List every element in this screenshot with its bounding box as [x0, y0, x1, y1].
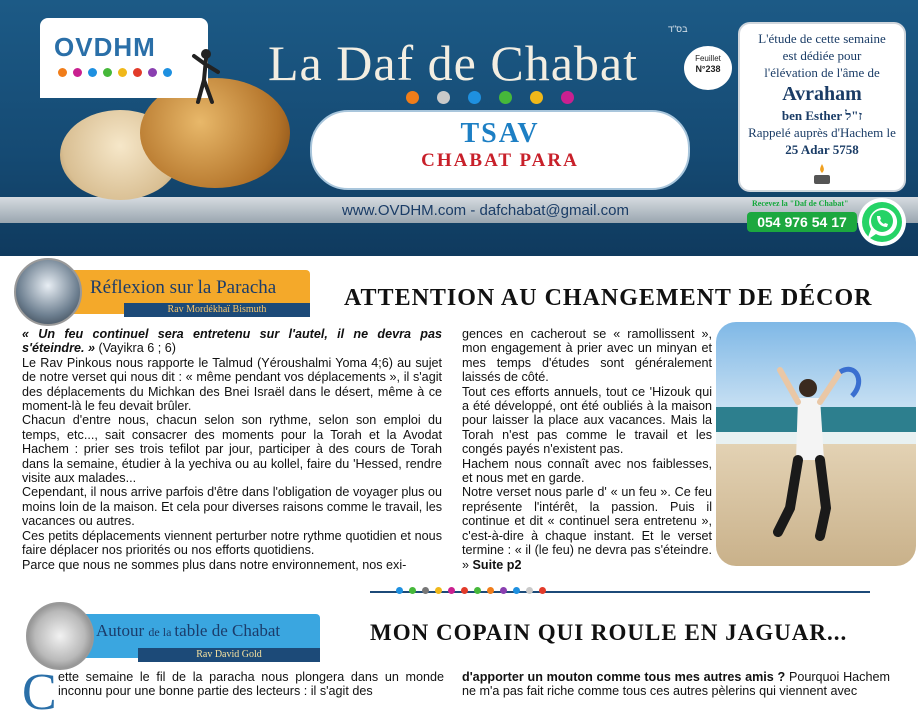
- candle-icon: [811, 162, 833, 186]
- dedication-date: 25 Adar 5758: [785, 142, 859, 157]
- color-dot: [435, 587, 442, 594]
- section1-title: ATTENTION AU CHANGEMENT DE DÉCOR: [344, 285, 873, 311]
- badge-word: de la: [148, 625, 175, 639]
- color-dot: [448, 587, 455, 594]
- whatsapp-label: Recevez la "Daf de Chabat": [752, 199, 849, 208]
- section2-left-column: [58, 670, 444, 699]
- dancer-icon: [190, 46, 220, 106]
- color-dot: [526, 587, 533, 594]
- color-dot: [58, 68, 67, 77]
- feuillet-label: Feuillet: [695, 54, 721, 63]
- paragraph: Tout ces efforts annuels, tout ce 'Hizouk qui a été développé, ont été oubliés à la maison pour laisser la place aux vacances. Mais la Torah n'est pas comme le travail et les congés payés n'existent pas.: [462, 384, 712, 457]
- badge-word: Autour: [96, 621, 149, 640]
- section1-badge-author: Rav Mordékhaï Bismuth: [124, 303, 310, 317]
- color-dot: [468, 91, 481, 104]
- color-dot: [499, 91, 512, 104]
- color-dot: [133, 68, 142, 77]
- paragraph: Parce que nous ne sommes plus dans notre environnement, nos exi-: [22, 557, 407, 572]
- color-dot: [118, 68, 127, 77]
- dedication-line3: l'élévation de l'âme de: [764, 65, 880, 80]
- paragraph: gences en cacherout se « ramollissent », mon engagement à prier avec un minyan et mes temps d'études sont généralement laissés de côté.: [462, 327, 712, 385]
- paracha-name: TSAV: [460, 118, 540, 149]
- color-dot: [513, 587, 520, 594]
- paragraph: ette semaine le fil de la paracha nous plongera dans un monde inconnu pour une bonne partie des lecteurs : il s'agit des: [58, 670, 444, 699]
- color-dot: [461, 587, 468, 594]
- dedication-line2: est dédiée pour: [782, 48, 862, 63]
- paragraph: Le Rav Pinkous nous rapporte le Talmud (Yéroushalmi Yoma 4;6) au sujet de notre verset qui nous dit : « même pendant vos déplacements », il s'agit des déplacements du Michkan des Bnei Israël dans le désert, même à ce moment-là le feu devait brûler.: [22, 355, 442, 414]
- paragraph: Pourquoi Hachem ne m'a pas fait riche comme tous ces autres pèlerins qui viennent avec: [462, 670, 890, 699]
- color-dot: [422, 587, 429, 594]
- table-icon: [26, 602, 94, 670]
- bold-question: d'apporter un mouton comme tous mes autres amis ?: [462, 670, 786, 684]
- color-dot: [103, 68, 112, 77]
- color-dot: [396, 587, 403, 594]
- dedication-line1: L'étude de cette semaine: [758, 31, 886, 46]
- besiyata: בס"ד: [668, 24, 688, 34]
- dedication-box: [738, 22, 906, 192]
- logo-text: OVDHM: [54, 32, 156, 62]
- section1-badge-title: Réflexion sur la Paracha: [90, 277, 277, 298]
- color-dot: [163, 68, 172, 77]
- logo-dots: [58, 68, 172, 77]
- color-dot: [148, 68, 157, 77]
- feuillet-badge: [684, 46, 732, 90]
- section2-title: MON COPAIN QUI ROULE EN JAGUAR...: [370, 620, 848, 645]
- color-dot: [406, 91, 419, 104]
- verse-ref: (Vayikra 6 ; 6): [95, 341, 176, 356]
- color-dot: [561, 91, 574, 104]
- page-header: [0, 0, 918, 256]
- dedication-name: Avraham: [782, 83, 862, 105]
- title-dots: [406, 91, 574, 104]
- whatsapp-number[interactable]: 054 976 54 17: [747, 212, 857, 232]
- divider-dots: [396, 587, 546, 594]
- color-dot: [409, 587, 416, 594]
- section2-badge-author: Rav David Gold: [138, 648, 320, 662]
- paracha-subtitle: CHABAT PARA: [421, 150, 579, 171]
- verse-quote: « Un feu continuel sera entretenu sur l'autel, il ne devra pas s'éteindre. »: [22, 327, 442, 356]
- dedication-line4: Rappelé auprès d'Hachem le: [748, 125, 896, 140]
- section1-left-column: [22, 327, 442, 572]
- suite-link[interactable]: Suite p2: [469, 557, 522, 572]
- badge-word: table de Chabat: [174, 621, 281, 640]
- section1-right-column: [462, 327, 712, 572]
- color-dot: [487, 587, 494, 594]
- paragraph: Cependant, il nous arrive parfois d'être dans l'obligation de voyager plus ou moins loin de la maison. Et cela pour diverses raisons comme le travail, les vacances ou autres.: [22, 485, 442, 529]
- contact-link[interactable]: www.OVDHM.com - dafchabat@gmail.com: [342, 202, 629, 219]
- paragraph: Hachem nous connaît avec nos faiblesses, et nous met en garde.: [462, 456, 712, 486]
- whatsapp-icon[interactable]: [856, 196, 908, 248]
- feuillet-number: N°238: [695, 64, 721, 74]
- paragraph: Ces petits déplacements viennent perturber notre rythme quotidien et nous faire déplacer nos priorités ou nos efforts quotidiens.: [22, 528, 442, 558]
- section2-badge-title: [96, 621, 280, 641]
- dedication-ben: ben Esther ז"ל: [781, 108, 863, 123]
- page-title: La Daf de Chabat: [268, 35, 639, 91]
- beach-photo: [716, 322, 916, 566]
- color-dot: [73, 68, 82, 77]
- paragraph: Notre verset nous parle d' « un feu ». Ce feu représente l'intérêt, la passion. Puis il continue et dit « continuel sera entretenu », c'est-à-dire à chaque instant. Et le verset termine : « il (le feu) ne devra pas s'éteindre. »: [462, 485, 712, 572]
- ovdhm-logo: [40, 18, 208, 98]
- lightbulb-icon: [14, 258, 82, 326]
- paracha-box: [310, 110, 690, 190]
- color-dot: [530, 91, 543, 104]
- color-dot: [88, 68, 97, 77]
- section2-right-column: [462, 670, 890, 699]
- color-dot: [474, 587, 481, 594]
- color-dot: [539, 587, 546, 594]
- color-dot: [437, 91, 450, 104]
- color-dot: [500, 587, 507, 594]
- dropcap: C: [22, 664, 57, 721]
- paragraph: Chacun d'entre nous, chacun selon son rythme, selon son emploi du temps, etc..., sait consacrer des moments pour la Torah et la Avodat Hachem : prier ses trois tefilot par jour, participer à des cours de Torah dans la semaine, étudier à la yechiva ou au kollel, faire du 'Hessed, rendre visite aux malades...: [22, 413, 442, 486]
